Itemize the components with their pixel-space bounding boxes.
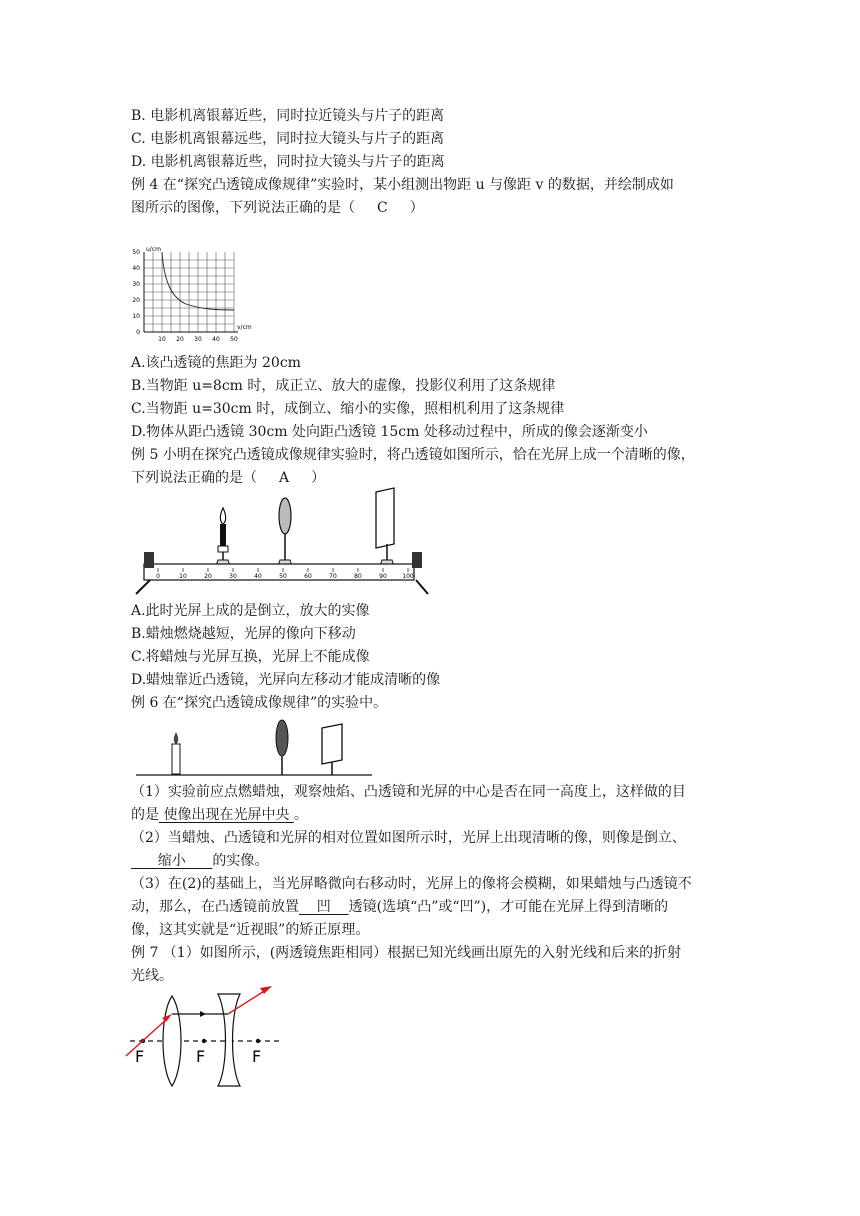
convex-lens-icon [276,720,288,775]
ex4-option-d: D.物体从距凸透镜 30cm 处向距凸透镜 15cm 处移动过程中，所成的像会逐渐变小 [131,424,648,440]
x-tick: 50 [230,336,238,343]
x-tick: 40 [212,336,220,343]
focal-label: F [252,1047,262,1066]
ex6-q3-answer: 凹 [299,899,349,915]
ex4-close: ） [409,200,424,216]
ex6-q3-line2 [131,897,668,917]
ex6-q3-line1: （3）在(2)的基础上，当光屏略微向右移动时，光屏上的像将会模糊，如果蜡烛与凸透镜不 [131,876,692,892]
focal-label: F [135,1047,145,1066]
ex6-q3-line3: 像，这其实就是“近视眼”的矫正原理。 [131,922,370,938]
ex6-q1-answer: 使像出现在光屏中央 [159,807,294,823]
bench-tick: 70 [329,573,337,580]
ex4-stem-line2 [131,198,424,218]
ex6-stem: 例 6 在“探究凸透镜成像规律”的实验中。 [131,695,388,711]
ex4-option-b: B.当物距 u=8cm 时，成正立、放大的虚像，投影仪利用了这条规律 [131,378,556,394]
ex6-q1-line1: （1）实验前应点燃蜡烛，观察烛焰、凸透镜和光屏的中心是否在同一高度上，这样做的目 [131,784,686,800]
convex-lens-icon [163,996,181,1086]
option-b-prev: B. 电影机离银幕近些，同时拉近镜头与片子的距离 [131,108,445,124]
ex6-q2-line2 [131,851,268,871]
optical-bench-figure [130,486,430,596]
ex5-option-a: A.此时光屏上成的是倒立，放大的实像 [131,603,370,619]
y-tick: 30 [132,281,140,288]
ex5-stem-line1: 例 5 小明在探究凸透镜成像规律实验时，将凸透镜如图所示，恰在光屏上成一个清晰的像， [131,447,695,463]
focal-label: F [196,1047,206,1066]
ex6-figure [136,718,376,778]
ex4-option-a: A.该凸透镜的焦距为 20cm [131,355,301,371]
ex4-answer: C [377,200,388,216]
ex6-q3-prefix: 动，那么，在凸透镜前放置 [131,899,299,915]
ex4-graph [128,242,258,342]
ex5-option-b: B.蜡烛燃烧越短，光屏的像向下移动 [131,626,356,642]
option-d-prev: D. 电影机离银幕近些，同时拉大镜头与片子的距离 [131,154,445,170]
ex6-q1-end: 。 [293,807,308,823]
y-tick: 20 [132,297,140,304]
bench-tick: 50 [279,573,287,580]
x-tick: 30 [194,336,202,343]
ex7-lens-diagram [124,984,294,1084]
graph-xlabel: v/cm [237,324,252,331]
bench-tick: 60 [304,573,312,580]
ex6-q2-end: 的实像。 [212,853,269,869]
ex4-option-c: C.当物距 u=30cm 时，成倒立、缩小的实像，照相机利用了这条规律 [131,401,565,417]
ex5-option-c: C.将蜡烛与光屏互换，光屏上不能成像 [131,649,370,665]
bench-tick: 80 [354,573,362,580]
ex6-q3-mid: 透镜(选填“凸”或“凹”)，才可能在光屏上得到清晰的 [348,899,669,915]
ex7-stem-line2: 光线。 [131,968,173,984]
ex6-q1-line2 [131,805,308,825]
bench-tick: 100 [402,573,414,580]
bench-tick: 0 [156,573,160,580]
ex5-stem-line2 [131,468,325,488]
ex6-q2-answer: 缩小 [131,853,213,869]
ex5-stem-text: 下列说法正确的是（ [131,470,257,486]
ex6-q1-prefix: 的是 [131,807,159,823]
bench-tick: 20 [204,573,212,580]
y-tick: 10 [132,313,140,320]
bench-tick: 10 [179,573,187,580]
ex7-stem-line1: 例 7 （1）如图所示，(两透镜焦距相同）根据已知光线画出原先的入射光线和后来的折射 [131,945,682,961]
bench-tick: 90 [379,573,387,580]
ex5-close: ） [311,470,326,486]
y-tick: 0 [136,329,140,336]
y-tick: 40 [132,265,140,272]
graph-ylabel: u/cm [146,246,161,253]
light-screen-icon [322,724,342,775]
ex4-stem-text: 图所示的图像，下列说法正确的是（ [131,200,355,216]
ex6-q2-line1: （2）当蜡烛、凸透镜和光屏的相对位置如图所示时，光屏上出现清晰的像，则像是倒立、 [131,830,686,846]
x-tick: 10 [158,336,166,343]
convex-lens-icon [278,498,292,566]
x-tick: 20 [176,336,184,343]
bench-tick: 40 [254,573,262,580]
y-tick: 50 [132,249,140,256]
bench-tick: 30 [229,573,237,580]
light-screen-icon [376,488,394,566]
candle-icon [216,508,230,566]
ex5-option-d: D.蜡烛靠近凸透镜，光屏向左移动才能成清晰的像 [131,672,441,688]
candle-icon [172,732,180,774]
option-c-prev: C. 电影机离银幕远些，同时拉大镜头与片子的距离 [131,131,445,147]
ex4-stem-line1: 例 4 在“探究凸透镜成像规律”实验时，某小组测出物距 u 与像距 v 的数据，并绘制成如 [131,177,674,193]
ex5-answer: A [279,470,290,486]
